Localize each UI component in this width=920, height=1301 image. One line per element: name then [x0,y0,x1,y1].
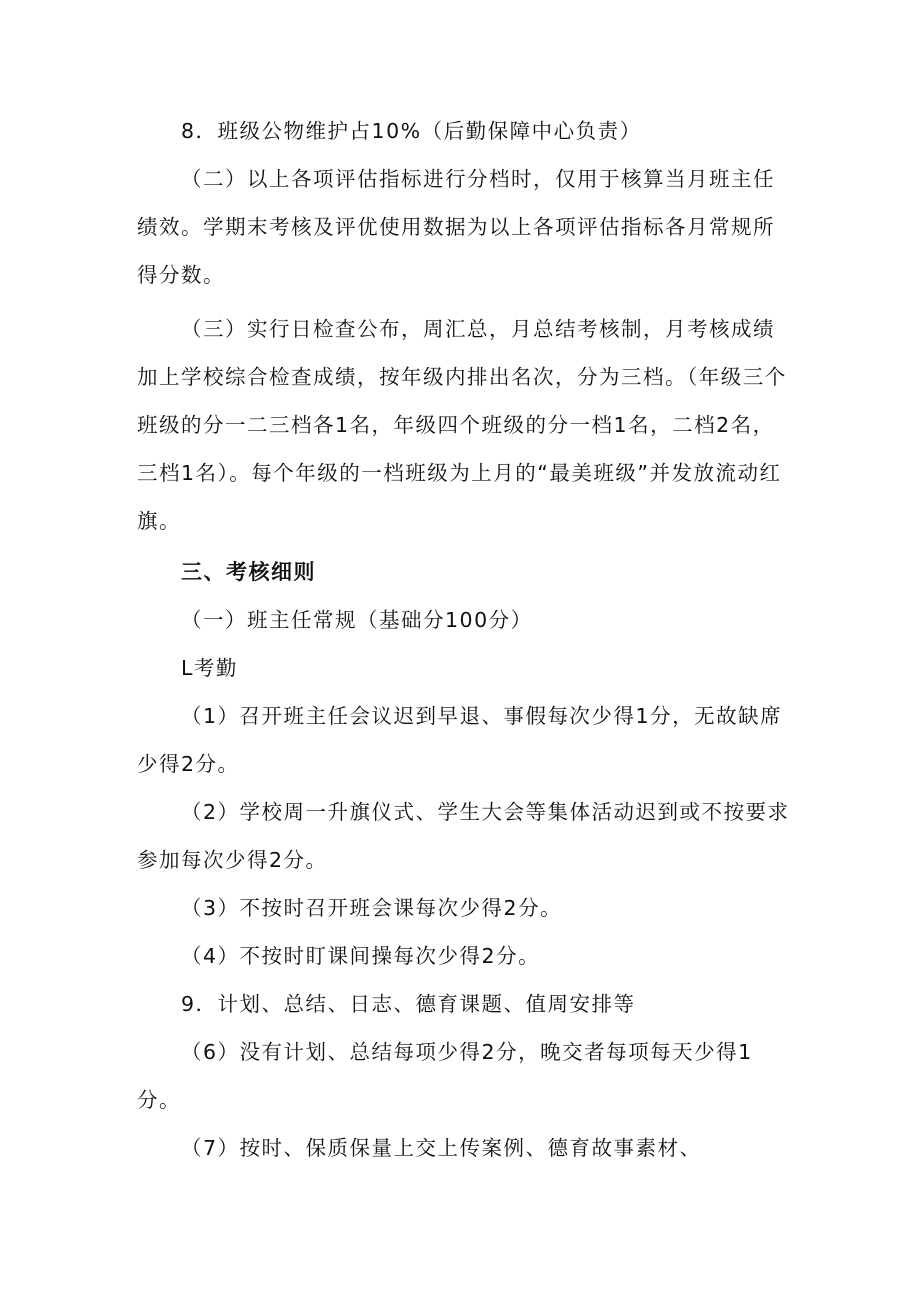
paragraph-item-9: 9．计划、总结、日志、德育课题、值周安排等 [181,992,636,1016]
paragraph-item-8: 8．班级公物维护占10%（后勤保障中心负责） [181,119,642,143]
paragraph-section-3: （三）实行日检查公布，周汇总，月总结考核制，月考核成绩加上学校综合检查成绩，按年级内排出名次，分为三档。（年级三个班级的分一二三档各1名，年级四个班级的分一档1名，二档2名，三档1名）。每个年级的一档班级为上月的“最美班级”并发放流动红旗。 [137,317,787,533]
paragraph-rule-7: （7）按时、保质保量上交上传案例、德育故事素材、 [181,1136,702,1160]
paragraph-rule-6: （6）没有计划、总结每项少得2分，晚交者每项每天少得1分。 [137,1040,753,1112]
paragraph-rule-1: （1）召开班主任会议迟到早退、事假每次少得1分，无故缺席少得2分。 [137,704,783,776]
section-heading: 三、考核细则 [181,560,316,584]
paragraph-rule-4: （4）不按时盯课间操每次少得2分。 [181,944,541,968]
paragraph-section-2: （二）以上各项评估指标进行分档时，仅用于核算当月班主任绩效。学期末考核及评优使用数据为以上各项评估指标各月常规所得分数。 [137,167,775,287]
paragraph-attendance-title: L考勤 [181,656,238,680]
paragraph-subsection-1: （一）班主任常规（基础分100分） [181,608,533,632]
paragraph-rule-2: （2）学校周一升旗仪式、学生大会等集体活动迟到或不按要求参加每次少得2分。 [137,800,790,872]
paragraph-rule-3: （3）不按时召开班会课每次少得2分。 [181,896,563,920]
